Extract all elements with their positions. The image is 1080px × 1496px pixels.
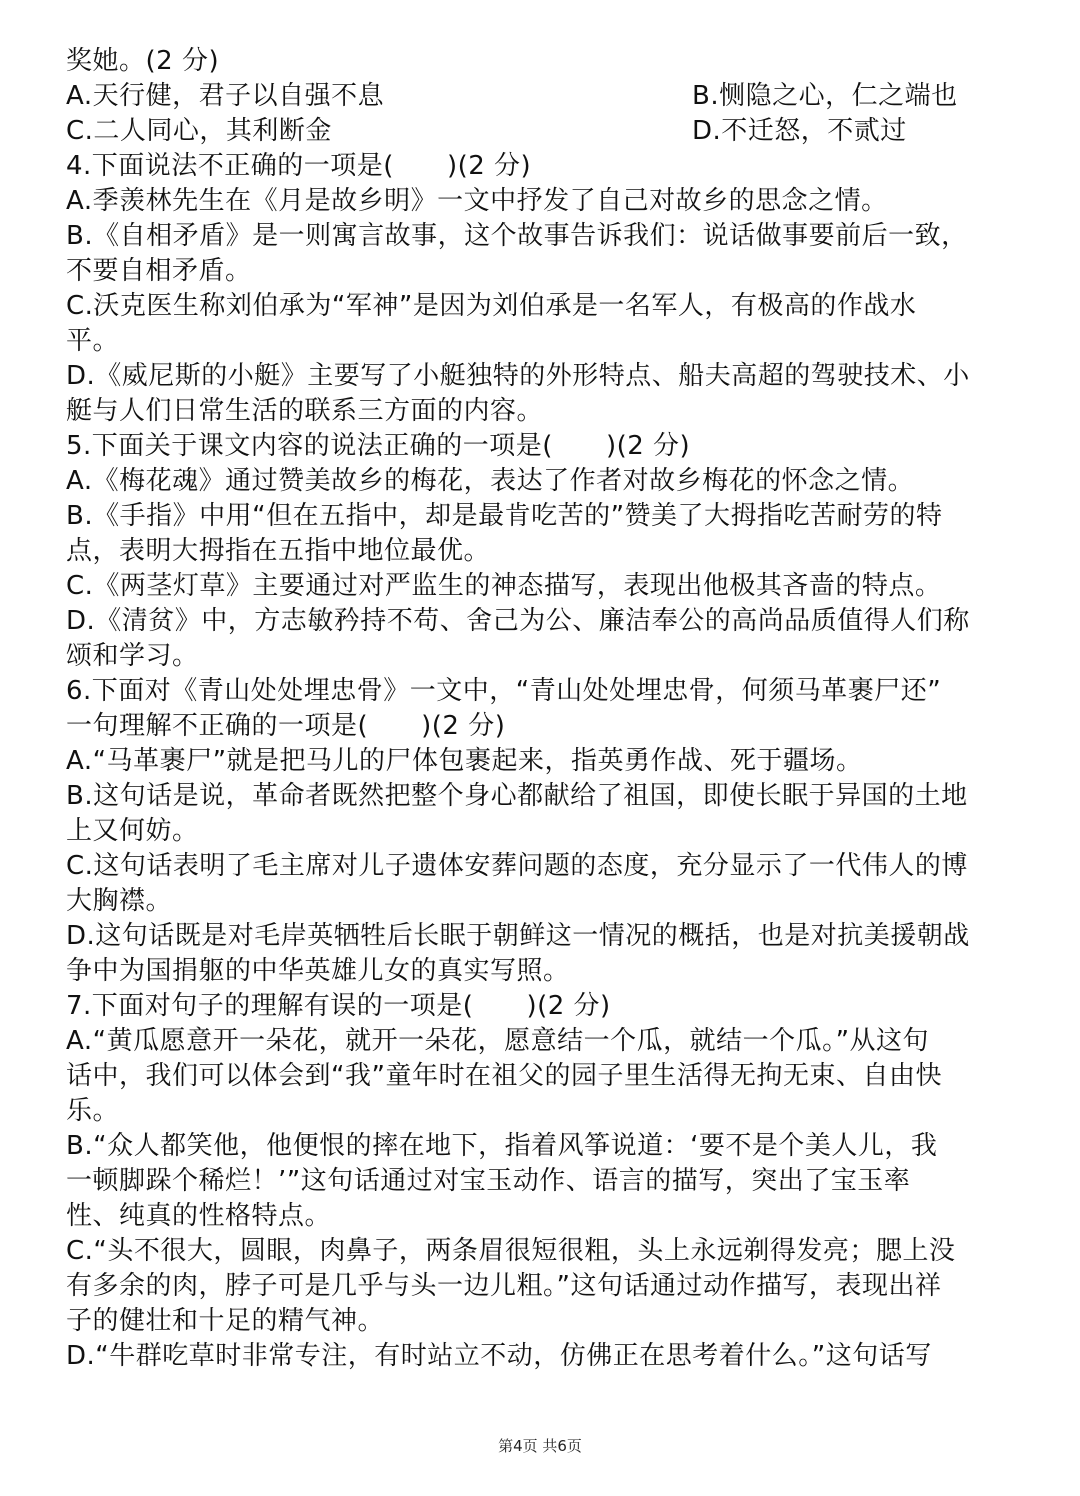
option-left: A.天行健，君子以自强不息	[66, 81, 385, 111]
text-line: C.“头不很大，圆眼，肉鼻子，两条眉很短很粗，头上永远剃得发亮；腮上没	[66, 1236, 956, 1266]
text-line: 4.下面说法不正确的一项是( )(2 分)	[66, 151, 532, 181]
text-line: 艇与人们日常生活的联系三方面的内容。	[66, 396, 544, 426]
text-line: D.《清贫》中，方志敏矜持不苟、舍己为公、廉洁奉公的高尚品质值得人们称	[66, 606, 970, 636]
text-line: A.《梅花魂》通过赞美故乡的梅花，表达了作者对故乡梅花的怀念之情。	[66, 466, 915, 496]
text-line: A.“马革裹尸”就是把马儿的尸体包裹起来，指英勇作战、死于疆场。	[66, 746, 863, 776]
text-line: 奖她。(2 分)	[66, 46, 220, 76]
text-line: D.《威尼斯的小艇》主要写了小艇独特的外形特点、船夫高超的驾驶技术、小	[66, 361, 970, 391]
text-line: 6.下面对《青山处处埋忠骨》一文中，“青山处处埋忠骨，何须马革裹尸还”	[66, 676, 942, 706]
text-line: 平。	[66, 326, 120, 356]
option-left: C.二人同心，其利断金	[66, 116, 332, 146]
text-line: 话中，我们可以体会到“我”童年时在祖父的园子里生活得无拘无束、自由快	[66, 1061, 942, 1091]
text-line: 7.下面对句子的理解有误的一项是( )(2 分)	[66, 991, 611, 1021]
page-footer: 第4页 共6页	[498, 1437, 582, 1455]
text-line: D.“牛群吃草时非常专注，有时站立不动，仿佛正在思考着什么。”这句话写	[66, 1341, 932, 1371]
text-line: 乐。	[66, 1096, 120, 1126]
text-line: A.季羡林先生在《月是故乡明》一文中抒发了自己对故乡的思念之情。	[66, 186, 888, 216]
text-line: 一句理解不正确的一项是( )(2 分)	[66, 711, 506, 741]
option-pair-line	[66, 114, 1020, 149]
text-line: 性、纯真的性格特点。	[66, 1201, 332, 1231]
text-line: 不要自相矛盾。	[66, 256, 252, 286]
text-line: 子的健壮和十足的精气神。	[66, 1306, 385, 1336]
text-line: B.“众人都笑他，他便恨的摔在地下，指着风筝说道：‘要不是个美人儿，我	[66, 1131, 938, 1161]
text-line: 争中为国捐躯的中华英雄儿女的真实写照。	[66, 956, 570, 986]
text-line: C.这句话表明了毛主席对儿子遗体安葬问题的态度，充分显示了一代伟人的博	[66, 851, 968, 881]
text-line: D.这句话既是对毛岸英牺牲后长眠于朝鲜这一情况的概括，也是对抗美援朝战	[66, 921, 970, 951]
text-line: B.《自相矛盾》是一则寓言故事，这个故事告诉我们：说话做事要前后一致，	[66, 221, 968, 251]
text-line: 上又何妨。	[66, 816, 199, 846]
text-line: C.沃克医生称刘伯承为“军神”是因为刘伯承是一名军人，有极高的作战水	[66, 291, 917, 321]
text-line: 点，表明大拇指在五指中地位最优。	[66, 536, 491, 566]
text-line: B.《手指》中用“但在五指中，却是最肯吃苦的”赞美了大拇指吃苦耐劳的特	[66, 501, 943, 531]
text-line: B.这句话是说，革命者既然把整个身心都献给了祖国，即使长眠于异国的土地	[66, 781, 968, 811]
text-line: 5.下面关于课文内容的说法正确的一项是( )(2 分)	[66, 431, 691, 461]
page-content	[66, 44, 1020, 1374]
option-right: B.恻隐之心，仁之端也	[692, 81, 958, 111]
text-line: 有多余的肉，脖子可是几乎与头一边儿粗。”这句话通过动作描写，表现出祥	[66, 1271, 942, 1301]
text-line: 大胸襟。	[66, 886, 173, 916]
text-line: C.《两茎灯草》主要通过对严监生的神态描写，表现出他极其吝啬的特点。	[66, 571, 942, 601]
option-pair-line	[66, 79, 1020, 114]
option-right: D.不迁怒，不贰过	[692, 116, 907, 146]
text-line: 颂和学习。	[66, 641, 199, 671]
text-line: A.“黄瓜愿意开一朵花，就开一朵花，愿意结一个瓜，就结一个瓜。”从这句	[66, 1026, 930, 1056]
text-line: 一顿脚跺个稀烂！’”这句话通过对宝玉动作、语言的描写，突出了宝玉率	[66, 1166, 911, 1196]
